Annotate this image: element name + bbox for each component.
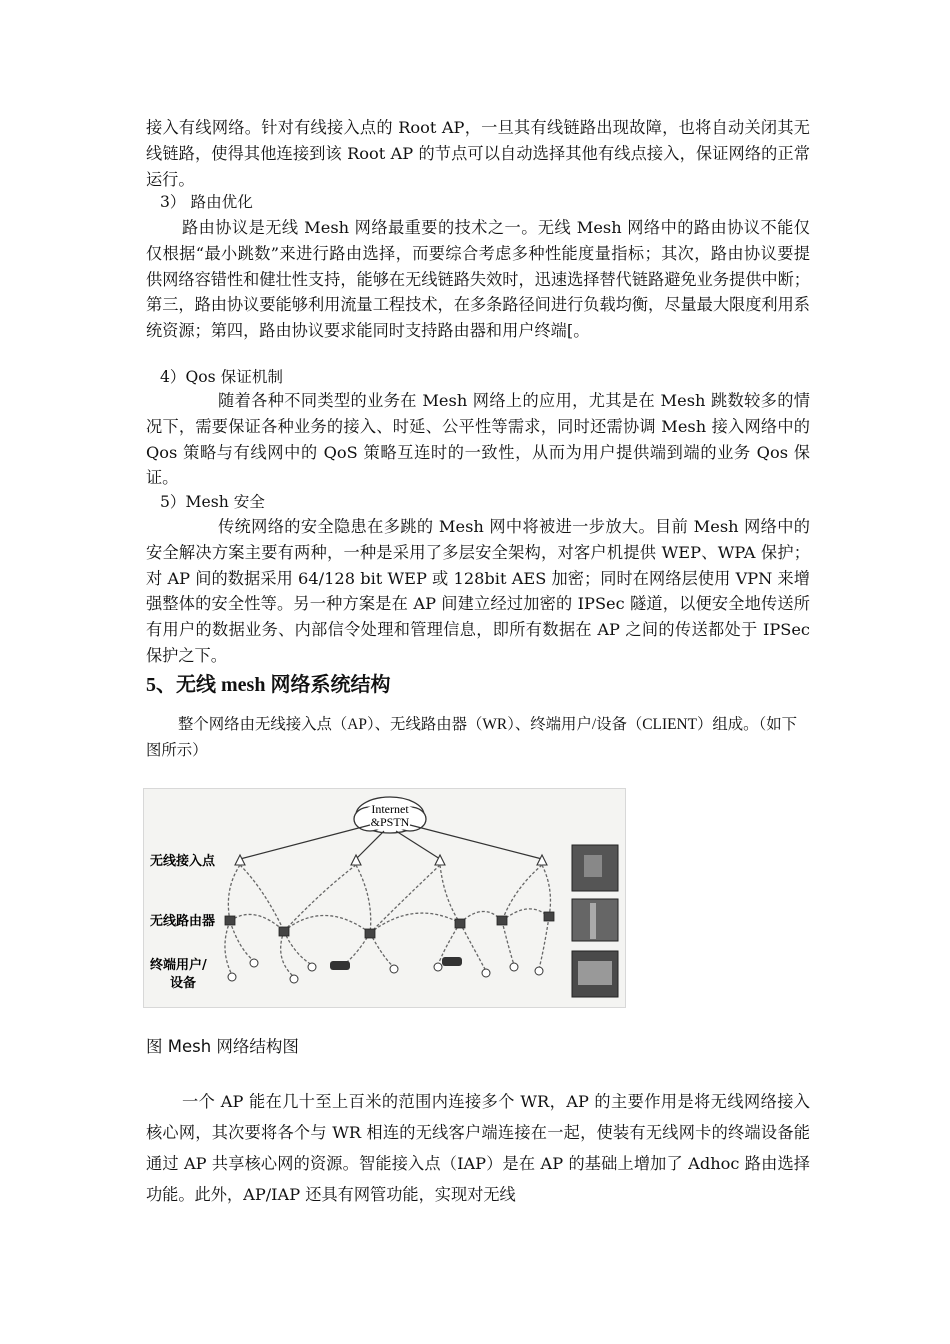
- subheading-security: 5）Mesh 安全: [160, 493, 265, 511]
- subheading-routing: 3） 路由优化: [160, 193, 253, 211]
- cloud-label-pstn: &PSTN: [370, 815, 410, 829]
- subheading-qos: 4）Qos 保证机制: [160, 368, 284, 386]
- label-client-line1: 终端用户/: [150, 958, 207, 973]
- label-wr: 无线路由器: [150, 914, 216, 929]
- device-photos: [572, 845, 618, 997]
- paragraph-security: 传统网络的安全隐患在多跳的 Mesh 网中将被进一步放大。目前 Mesh 网络中的安全解决方案主要有两种，一种是采用了多层安全架构，对客户机提供 WEP、WPA 保护；对 AP 间的数据采用 64/128 bit WEP 或 128bit AES 加密；同时在网络层使用 VPN 来增强整体的安全性等。另一种方案是在 AP 间建立经过加密的 IPSec 隧道，以便安全地传送所有用户的数据业务、内部信令处理和管理信息，即所有数据在 AP 之间的传送都处于 IPSec 保护之下。: [146, 517, 810, 665]
- paragraph-ap: 一个 AP 能在几十至上百米的范围内连接多个 WR，AP 的主要作用是将无线网络接入核心网，其次要将各个与 WR 相连的无线客户端连接在一起，使装有无线网卡的终端设备能通过 AP 共享核心网的资源。智能接入点（IAP）是在 AP 的基础上增加了 Adhoc 路由选择功能。此外，AP/IAP 还具有网管功能，实现对无线: [146, 1092, 810, 1204]
- intro-paragraph: 整个网络由无线接入点（AP）、无线路由器（WR）、终端用户/设备（CLIENT）组成。（如下图所示）: [146, 716, 798, 759]
- internet-cloud: [354, 797, 426, 833]
- label-client-line2: 设备: [170, 976, 197, 991]
- section-heading: 5、无线 mesh 网络系统结构: [146, 674, 391, 696]
- paragraph-qos: 随着各种不同类型的业务在 Mesh 网络上的应用，尤其是在 Mesh 跳数较多的情况下，需要保证各种业务的接入、时延、公平性等需求，同时还需协调 Mesh 接入网络中的 Qos 策略与有线网中的 QoS 策略互连时的一致性，从而为用户提供端到端的业务 Qos 保证。: [146, 391, 810, 488]
- ap-nodes: [235, 855, 547, 865]
- label-ap: 无线接入点: [150, 854, 216, 869]
- figure-caption: 图 Mesh 网络结构图: [146, 1037, 299, 1056]
- mesh-network-figure: [143, 788, 626, 1008]
- client-devices: [228, 959, 543, 983]
- paragraph-routing: 路由协议是无线 Mesh 网络最重要的技术之一。无线 Mesh 网络中的路由协议不能仅仅根据“最小跳数”来进行路由选择，而要综合考虑多种性能度量指标；其次，路由协议要提供网络容错性和健壮性支持，能够在无线链路失效时，迅速选择替代链路避免业务提供中断；第三，路由协议要能够利用流量工程技术，在多条路径间进行负载均衡，尽量最大限度利用系统资源；第四，路由协议要求能同时支持路由器和用户终端[。: [146, 218, 810, 341]
- mesh-diagram: [144, 789, 625, 1007]
- cloud-label-internet: Internet: [371, 802, 409, 816]
- wr-nodes: [225, 912, 554, 938]
- paragraph-root-ap: 接入有线网络。针对有线接入点的 Root AP，一旦其有线链路出现故障，也将自动关闭其无线链路，使得其他连接到该 Root AP 的节点可以自动选择其他有线点接入，保证网络的正常运行。: [146, 118, 810, 189]
